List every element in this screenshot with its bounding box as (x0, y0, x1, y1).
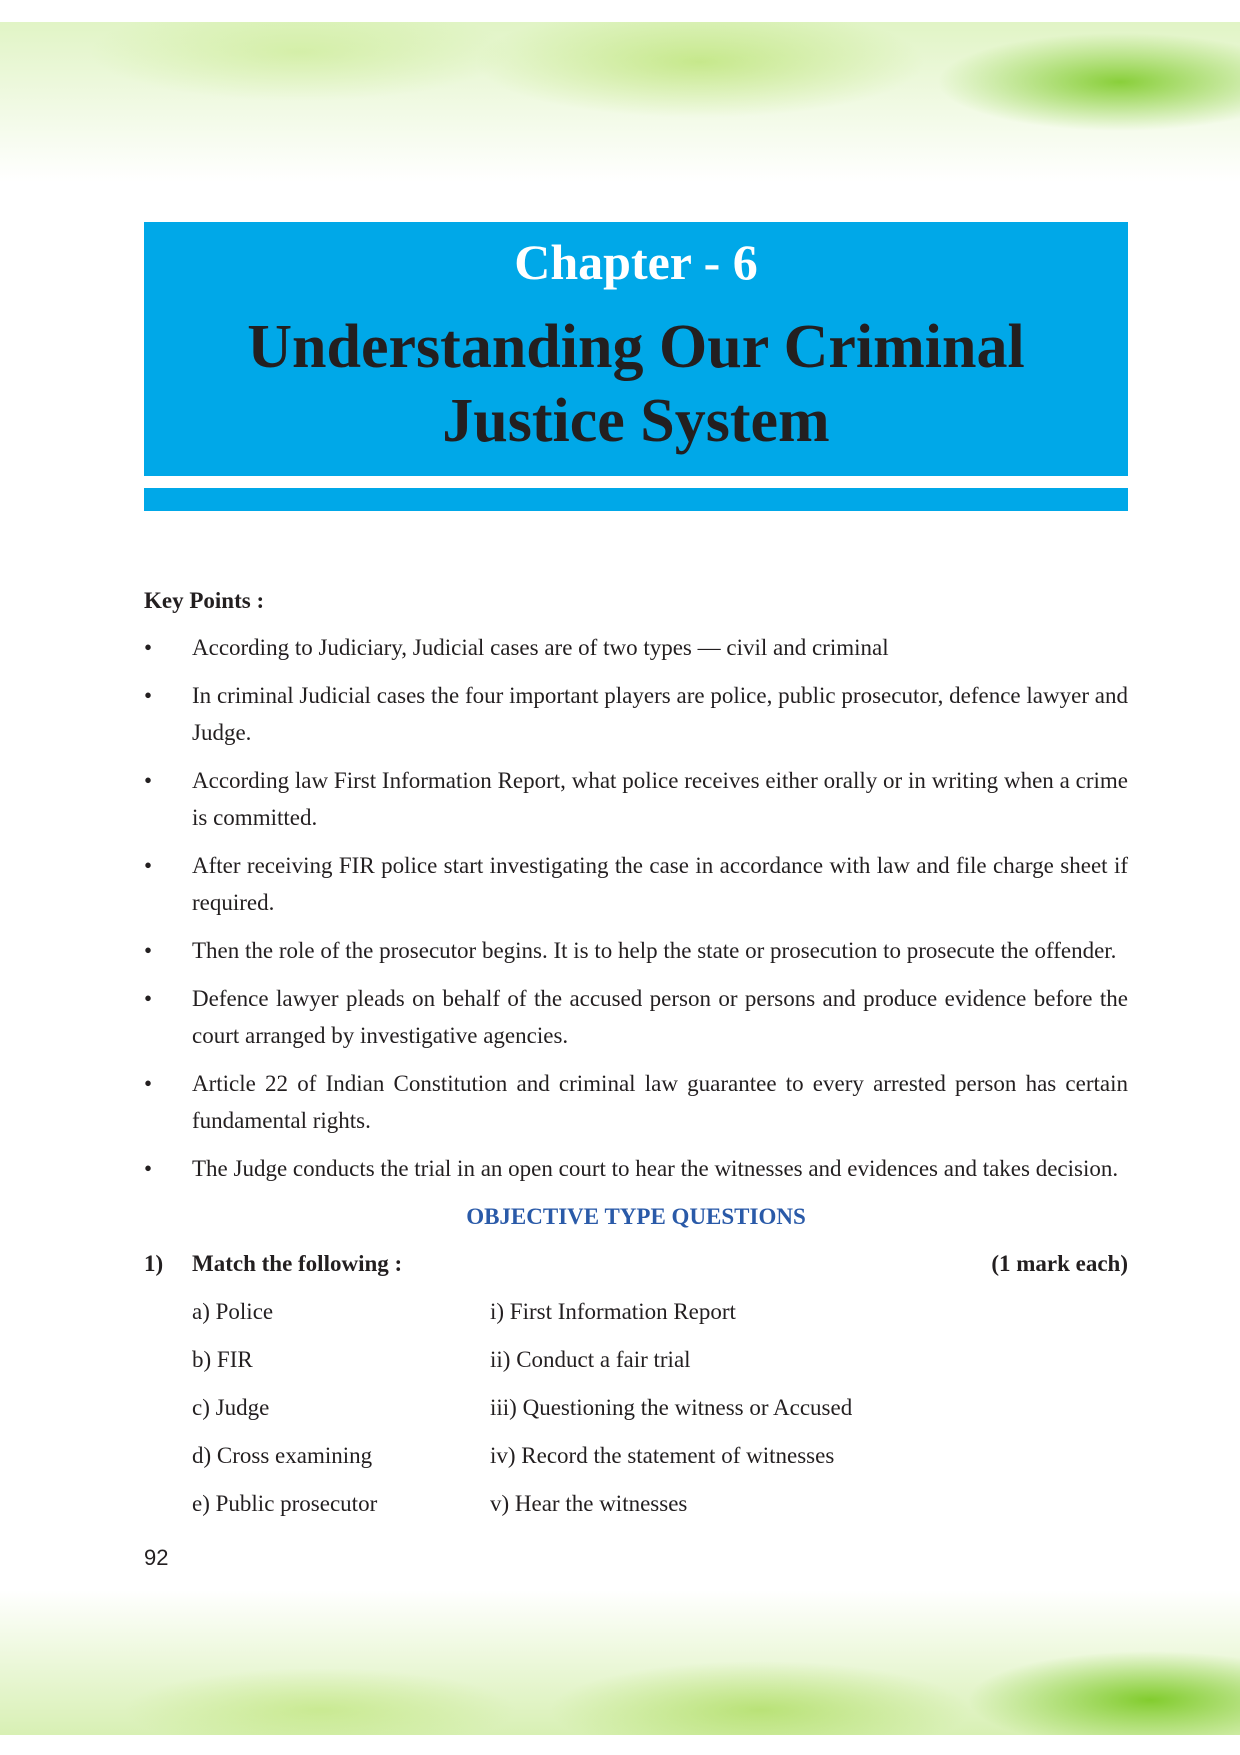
bullet-icon: • (144, 683, 153, 708)
match-column-a-item: a) Police (192, 1299, 274, 1324)
bullet-icon: • (144, 1071, 153, 1096)
key-point-item (144, 1150, 1128, 1187)
key-point-text: According law First Information Report, what police receives either orally or in writing when a crime is committed. (192, 768, 1128, 830)
question-1-prompt (144, 1245, 402, 1282)
match-row (144, 1437, 1128, 1474)
key-point-item (144, 762, 1128, 836)
key-point-item (144, 980, 1128, 1054)
question-1 (144, 1245, 1128, 1282)
chapter-title (144, 310, 1128, 458)
key-point-item (144, 677, 1128, 751)
chapter-title-line-2: Justice System (442, 387, 830, 455)
match-column-a-item: d) Cross examining (192, 1443, 373, 1468)
key-point-text: Article 22 of Indian Constitution and criminal law guarantee to every arrested person has certain fundamental rights. (192, 1071, 1128, 1133)
page-content (144, 582, 1128, 1533)
key-point-text: According to Judiciary, Judicial cases are of two types — civil and criminal (192, 635, 889, 660)
objective-section-heading: OBJECTIVE TYPE QUESTIONS (466, 1204, 806, 1229)
key-point-text: After receiving FIR police start investigating the case in accordance with law and file charge sheet if required. (192, 853, 1128, 915)
top-decoration (0, 22, 1240, 182)
bullet-icon: • (144, 768, 153, 793)
key-point-text: Then the role of the prosecutor begins. It is to help the state or prosecution to prosecute the offender. (192, 938, 1117, 963)
key-point-text: In criminal Judicial cases the four important players are police, public prosecutor, defence lawyer and Judge. (192, 683, 1128, 745)
key-point-item (144, 847, 1128, 921)
match-row (144, 1485, 1128, 1522)
key-point-item (144, 629, 1128, 666)
match-row (144, 1389, 1128, 1426)
question-marks: (1 mark each) (991, 1251, 1128, 1276)
question-number: 1) (144, 1251, 164, 1276)
match-column-b-item: v) Hear the witnesses (490, 1491, 688, 1516)
chapter-label: Chapter - 6 (514, 234, 758, 290)
chapter-title-line-1: Understanding Our Criminal (247, 313, 1025, 381)
match-column-a-item: c) Judge (192, 1395, 270, 1420)
key-point-item (144, 932, 1128, 969)
match-column-a-item: b) FIR (192, 1347, 253, 1372)
key-points-heading: Key Points : (144, 588, 265, 613)
bullet-icon: • (144, 938, 153, 963)
match-column-b-item: iii) Questioning the witness or Accused (490, 1395, 853, 1420)
match-column-b-item: i) First Information Report (490, 1299, 736, 1324)
question-text: Match the following : (192, 1251, 403, 1276)
match-column-a-item: e) Public prosecutor (192, 1491, 378, 1516)
key-point-text: Defence lawyer pleads on behalf of the accused person or persons and produce evidence before the court arranged by investigative agencies. (192, 986, 1128, 1048)
page-number: 92 (144, 1545, 169, 1570)
bullet-icon: • (144, 1156, 153, 1181)
chapter-banner (144, 222, 1128, 476)
match-column-b-item: iv) Record the statement of witnesses (490, 1443, 835, 1468)
match-row (144, 1341, 1128, 1378)
bullet-icon: • (144, 853, 153, 878)
match-row (144, 1293, 1128, 1330)
chapter-underline-bar (144, 488, 1128, 511)
key-points-list (144, 629, 1128, 1187)
bottom-decoration (0, 1590, 1240, 1735)
match-column-b-item: ii) Conduct a fair trial (490, 1347, 691, 1372)
bullet-icon: • (144, 986, 153, 1011)
bullet-icon: • (144, 635, 153, 660)
key-point-item (144, 1065, 1128, 1139)
key-point-text: The Judge conducts the trial in an open court to hear the witnesses and evidences and takes decision. (192, 1156, 1119, 1181)
